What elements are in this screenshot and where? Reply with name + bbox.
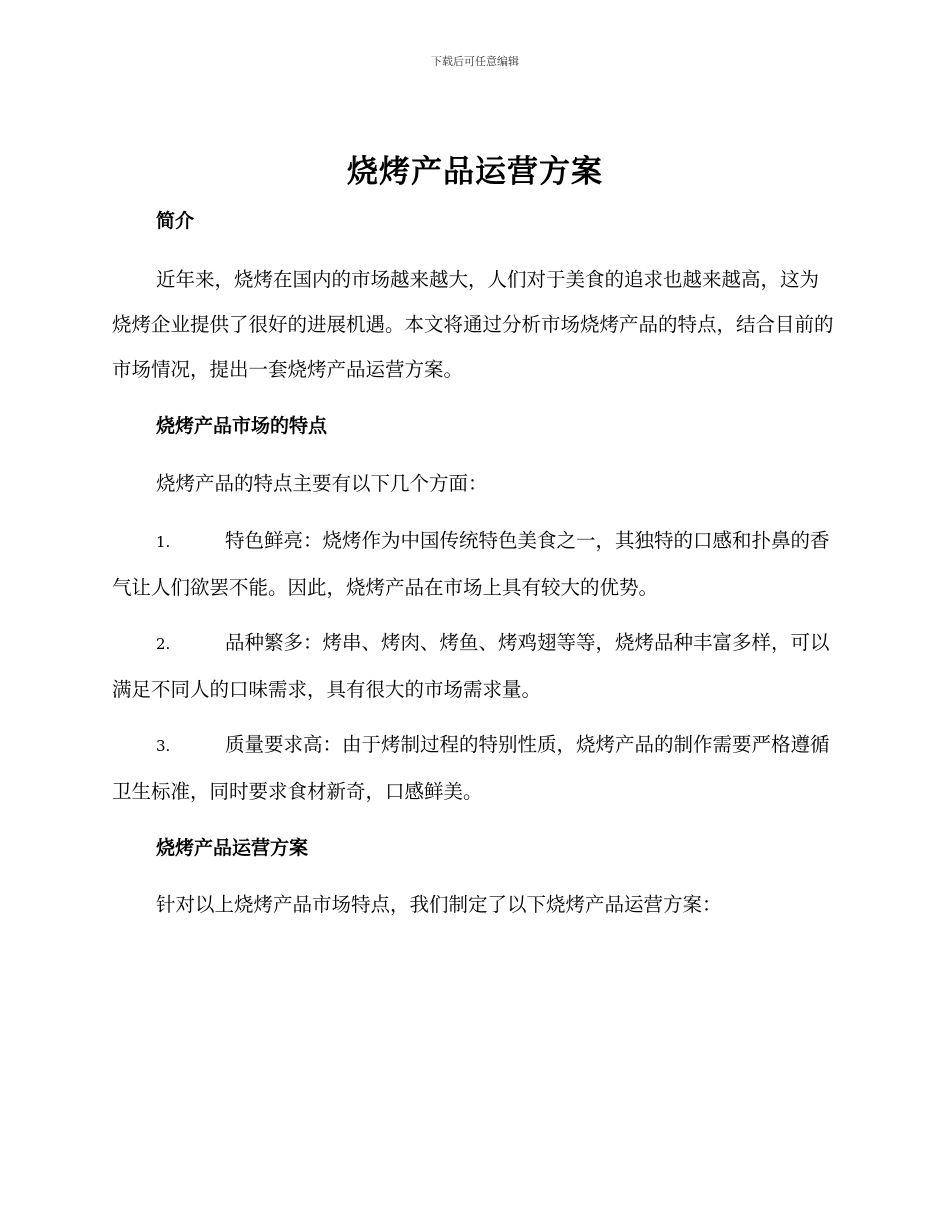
list-item-number: 2. [156,635,171,653]
list-item [112,722,836,814]
page-header-note: 下载后可任意编辑 [431,55,519,68]
market-features-intro-text: 烧烤产品的特点主要有以下几个方面： [156,472,488,495]
intro-paragraph-text: 近年来，烧烤在国内的市场越来越大，人们对于美食的追求也越来越高，这为烧烤企业提供了很好的进展机遇。本文将通过分析市场烧烤产品的特点，结合目前的市场情况，提出一套烧烤产品运营方案。 [112,268,834,381]
section-heading-operation-plan: 烧烤产品运营方案 [156,837,309,859]
list-item-text: 品种繁多：烤串、烤肉、烤鱼、烤鸡翅等等，烧烤品种丰富多样，可以满足不同人的口味需求，具有很大的市场需求量。 [112,631,830,701]
list-item-number: 3. [156,737,171,755]
list-item [112,620,836,712]
document-title: 烧烤产品运营方案 [347,154,603,190]
operation-plan-intro [112,882,836,927]
operation-plan-intro-text: 针对以上烧烤产品市场特点，我们制定了以下烧烤产品运营方案： [156,893,722,916]
list-item-text: 质量要求高：由于烤制过程的特别性质，烧烤产品的制作需要严格遵循卫生标准，同时要求食材新奇，口感鲜美。 [112,733,830,803]
market-features-intro [112,461,836,506]
section-heading-market-features: 烧烤产品市场的特点 [156,415,328,437]
section-heading-intro: 简介 [156,210,195,232]
list-item-text: 特色鲜亮：烧烤作为中国传统特色美食之一，其独特的口感和扑鼻的香气让人们欲罢不能。因此，烧烤产品在市场上具有较大的优势。 [112,529,830,599]
list-item-number: 1. [156,533,171,551]
list-item [112,518,836,610]
intro-paragraph [112,257,836,392]
